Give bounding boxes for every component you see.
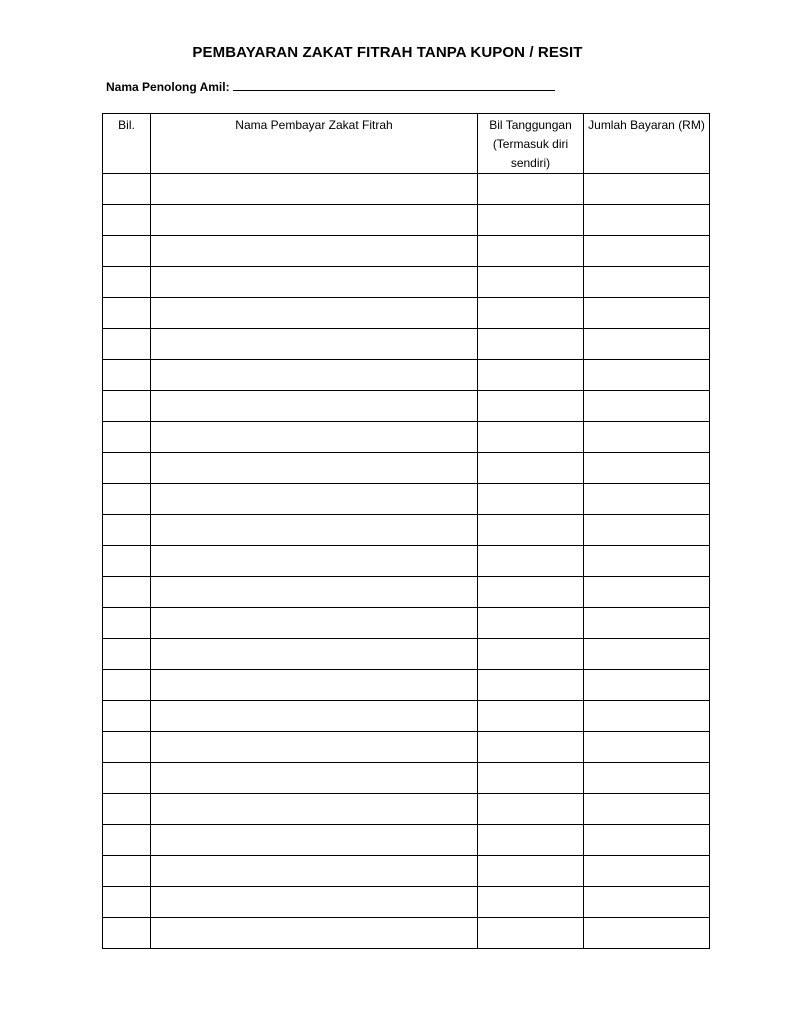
cell-nama-pembayar[interactable] xyxy=(151,174,478,205)
cell-bil-tanggungan[interactable] xyxy=(478,298,584,329)
cell-bil[interactable] xyxy=(103,918,151,949)
cell-bil[interactable] xyxy=(103,639,151,670)
cell-nama-pembayar[interactable] xyxy=(151,546,478,577)
table-row xyxy=(103,887,710,918)
table-row xyxy=(103,236,710,267)
cell-jumlah-bayaran[interactable] xyxy=(584,174,710,205)
cell-bil-tanggungan[interactable] xyxy=(478,856,584,887)
table-row xyxy=(103,639,710,670)
cell-nama-pembayar[interactable] xyxy=(151,267,478,298)
cell-bil-tanggungan[interactable] xyxy=(478,732,584,763)
cell-bil[interactable] xyxy=(103,732,151,763)
table-row xyxy=(103,174,710,205)
cell-jumlah-bayaran[interactable] xyxy=(584,670,710,701)
cell-jumlah-bayaran[interactable] xyxy=(584,918,710,949)
cell-bil[interactable] xyxy=(103,794,151,825)
cell-bil[interactable] xyxy=(103,205,151,236)
table-row xyxy=(103,484,710,515)
cell-bil-tanggungan[interactable] xyxy=(478,329,584,360)
cell-bil-tanggungan[interactable] xyxy=(478,639,584,670)
cell-jumlah-bayaran[interactable] xyxy=(584,763,710,794)
cell-bil-tanggungan[interactable] xyxy=(478,453,584,484)
table-row xyxy=(103,515,710,546)
cell-nama-pembayar[interactable] xyxy=(151,484,478,515)
cell-jumlah-bayaran[interactable] xyxy=(584,608,710,639)
table-row xyxy=(103,298,710,329)
cell-bil-tanggungan[interactable] xyxy=(478,174,584,205)
table-row xyxy=(103,205,710,236)
table-row xyxy=(103,453,710,484)
table-row xyxy=(103,763,710,794)
cell-nama-pembayar[interactable] xyxy=(151,236,478,267)
cell-bil[interactable] xyxy=(103,484,151,515)
cell-jumlah-bayaran[interactable] xyxy=(584,391,710,422)
cell-bil-tanggungan[interactable] xyxy=(478,577,584,608)
cell-jumlah-bayaran[interactable] xyxy=(584,546,710,577)
cell-nama-pembayar[interactable] xyxy=(151,608,478,639)
header-bil: Bil. xyxy=(103,114,151,174)
cell-nama-pembayar[interactable] xyxy=(151,205,478,236)
cell-bil[interactable] xyxy=(103,856,151,887)
cell-jumlah-bayaran[interactable] xyxy=(584,205,710,236)
cell-jumlah-bayaran[interactable] xyxy=(584,639,710,670)
cell-bil[interactable] xyxy=(103,174,151,205)
cell-bil-tanggungan[interactable] xyxy=(478,546,584,577)
table-row xyxy=(103,577,710,608)
cell-jumlah-bayaran[interactable] xyxy=(584,825,710,856)
table-row xyxy=(103,422,710,453)
payment-table xyxy=(102,113,710,949)
header-nama-pembayar: Nama Pembayar Zakat Fitrah xyxy=(151,114,478,174)
cell-nama-pembayar[interactable] xyxy=(151,794,478,825)
cell-jumlah-bayaran[interactable] xyxy=(584,856,710,887)
cell-nama-pembayar[interactable] xyxy=(151,329,478,360)
cell-nama-pembayar[interactable] xyxy=(151,298,478,329)
cell-jumlah-bayaran[interactable] xyxy=(584,298,710,329)
cell-jumlah-bayaran[interactable] xyxy=(584,577,710,608)
cell-nama-pembayar[interactable] xyxy=(151,391,478,422)
cell-nama-pembayar[interactable] xyxy=(151,453,478,484)
cell-bil[interactable] xyxy=(103,453,151,484)
cell-bil[interactable] xyxy=(103,236,151,267)
cell-bil-tanggungan[interactable] xyxy=(478,794,584,825)
cell-nama-pembayar[interactable] xyxy=(151,670,478,701)
cell-bil-tanggungan[interactable] xyxy=(478,391,584,422)
table-header-row xyxy=(103,114,710,174)
amil-name-label: Nama Penolong Amil: xyxy=(106,80,230,94)
table-row xyxy=(103,856,710,887)
cell-nama-pembayar[interactable] xyxy=(151,856,478,887)
cell-jumlah-bayaran[interactable] xyxy=(584,794,710,825)
cell-jumlah-bayaran[interactable] xyxy=(584,236,710,267)
cell-bil-tanggungan[interactable] xyxy=(478,236,584,267)
cell-nama-pembayar[interactable] xyxy=(151,887,478,918)
cell-nama-pembayar[interactable] xyxy=(151,422,478,453)
cell-bil[interactable] xyxy=(103,887,151,918)
amil-name-line xyxy=(106,80,555,94)
cell-bil-tanggungan[interactable] xyxy=(478,701,584,732)
cell-jumlah-bayaran[interactable] xyxy=(584,267,710,298)
cell-bil[interactable] xyxy=(103,267,151,298)
cell-jumlah-bayaran[interactable] xyxy=(584,484,710,515)
cell-bil[interactable] xyxy=(103,825,151,856)
table-body xyxy=(103,174,710,949)
cell-bil[interactable] xyxy=(103,608,151,639)
table-row xyxy=(103,267,710,298)
amil-name-blank-field[interactable] xyxy=(233,80,555,91)
table-row xyxy=(103,391,710,422)
cell-bil[interactable] xyxy=(103,577,151,608)
cell-jumlah-bayaran[interactable] xyxy=(584,701,710,732)
cell-bil[interactable] xyxy=(103,360,151,391)
cell-jumlah-bayaran[interactable] xyxy=(584,732,710,763)
cell-jumlah-bayaran[interactable] xyxy=(584,422,710,453)
cell-bil[interactable] xyxy=(103,298,151,329)
cell-bil-tanggungan[interactable] xyxy=(478,825,584,856)
table-row xyxy=(103,360,710,391)
table-row xyxy=(103,732,710,763)
table-row xyxy=(103,329,710,360)
cell-nama-pembayar[interactable] xyxy=(151,639,478,670)
table-row xyxy=(103,701,710,732)
cell-bil-tanggungan[interactable] xyxy=(478,267,584,298)
header-jumlah-bayaran: Jumlah Bayaran (RM) xyxy=(584,114,710,174)
header-bil-tanggungan: Bil Tanggungan (Termasuk diri sendiri) xyxy=(478,114,584,174)
table-row xyxy=(103,918,710,949)
cell-bil[interactable] xyxy=(103,763,151,794)
cell-jumlah-bayaran[interactable] xyxy=(584,515,710,546)
table-row xyxy=(103,825,710,856)
cell-bil-tanggungan[interactable] xyxy=(478,205,584,236)
cell-bil[interactable] xyxy=(103,422,151,453)
cell-nama-pembayar[interactable] xyxy=(151,763,478,794)
cell-bil-tanggungan[interactable] xyxy=(478,670,584,701)
cell-bil[interactable] xyxy=(103,391,151,422)
cell-jumlah-bayaran[interactable] xyxy=(584,360,710,391)
cell-nama-pembayar[interactable] xyxy=(151,918,478,949)
cell-bil-tanggungan[interactable] xyxy=(478,887,584,918)
cell-bil[interactable] xyxy=(103,546,151,577)
table-row xyxy=(103,794,710,825)
cell-bil[interactable] xyxy=(103,670,151,701)
cell-bil-tanggungan[interactable] xyxy=(478,422,584,453)
cell-bil[interactable] xyxy=(103,701,151,732)
page-title: PEMBAYARAN ZAKAT FITRAH TANPA KUPON / RESIT xyxy=(192,44,583,61)
cell-nama-pembayar[interactable] xyxy=(151,701,478,732)
cell-nama-pembayar[interactable] xyxy=(151,360,478,391)
cell-nama-pembayar[interactable] xyxy=(151,732,478,763)
cell-bil-tanggungan[interactable] xyxy=(478,918,584,949)
table-row xyxy=(103,670,710,701)
cell-nama-pembayar[interactable] xyxy=(151,515,478,546)
cell-nama-pembayar[interactable] xyxy=(151,825,478,856)
table-row xyxy=(103,546,710,577)
cell-bil-tanggungan[interactable] xyxy=(478,484,584,515)
cell-bil-tanggungan[interactable] xyxy=(478,360,584,391)
cell-bil[interactable] xyxy=(103,515,151,546)
cell-jumlah-bayaran[interactable] xyxy=(584,887,710,918)
cell-jumlah-bayaran[interactable] xyxy=(584,453,710,484)
cell-bil-tanggungan[interactable] xyxy=(478,515,584,546)
cell-jumlah-bayaran[interactable] xyxy=(584,329,710,360)
cell-nama-pembayar[interactable] xyxy=(151,577,478,608)
table-row xyxy=(103,608,710,639)
cell-bil-tanggungan[interactable] xyxy=(478,608,584,639)
cell-bil[interactable] xyxy=(103,329,151,360)
cell-bil-tanggungan[interactable] xyxy=(478,763,584,794)
